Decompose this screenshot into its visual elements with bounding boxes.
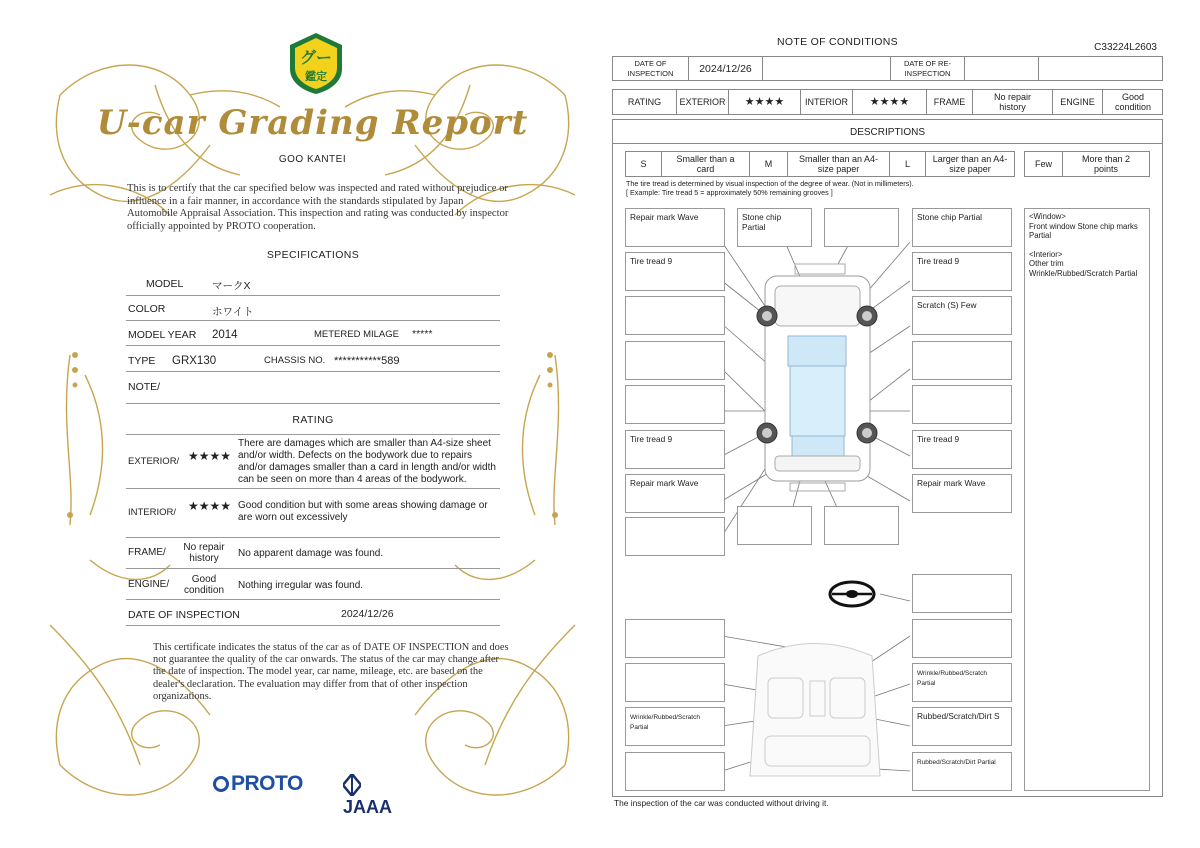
annotation-box [912, 341, 1012, 380]
tire-note: The tire tread is determined by visual inspection of the degree of wear. (Not in millimeters). [626, 179, 914, 188]
specifications-heading: SPECIFICATIONS [266, 249, 360, 261]
spec-row-model-year [126, 321, 500, 346]
reinspection-label: DATE OF RE-INSPECTION [891, 57, 965, 80]
interior-label: INTERIOR/ [128, 507, 177, 518]
annotation-box [625, 517, 725, 556]
mileage-value: ***** [412, 328, 433, 340]
frame-label: FRAME [927, 90, 973, 114]
certificate-subtitle: GOO KANTEI [278, 154, 347, 165]
exterior-label: EXTERIOR [677, 90, 729, 114]
annotation-box [625, 752, 725, 791]
logos [213, 770, 403, 817]
frame-label: FRAME/ [128, 547, 166, 558]
annotation-box: Wrinkle/Rubbed/Scratch Partial [625, 707, 725, 746]
window-notes-heading: <Window> [1029, 212, 1066, 221]
annotation-box [912, 574, 1012, 613]
rating-row-frame [126, 538, 500, 569]
certificate-intro: This is to certify that the car specified below was inspected and rated without prejudice or influence in a fair manner, in accordance with the standards stipulated by Japan Automobile Appraisal Association. This inspection and rating was conducted by inspector officially appointed by PROTO cooperation. [127, 183, 509, 232]
interior-stars: ★★★★ [188, 499, 232, 513]
model-year-value: 2014 [212, 329, 238, 341]
color-value: ホワイト [212, 306, 254, 318]
rating-row-engine [126, 569, 500, 600]
annotation-box [912, 619, 1012, 658]
inspection-footnote: The inspection of the car was conducted without driving it. [614, 798, 829, 808]
interior-description: Good condition but with some areas showing damage or are worn out excessively [238, 500, 488, 523]
interior-stars: ★★★★ [853, 90, 927, 114]
legend-few: Few [1025, 152, 1063, 176]
annotation-box [625, 619, 725, 658]
annotation-box [625, 663, 725, 702]
svg-text:鑑定: 鑑定 [305, 70, 327, 83]
exterior-stars: ★★★★ [729, 90, 801, 114]
certificate-disclaimer: This certificate indicates the status of the car as of DATE OF INSPECTION and does not guarantee the quality of the car onwards. The status of the car may change after the date of inspection. The model year, car name, mileage, etc. are based on the dealer's declaration. The evaluation may differ from that of other inspection organizations. [153, 642, 509, 702]
date-of-inspection-value: 2024/12/26 [689, 57, 763, 80]
rating-heading: RATING [292, 414, 334, 426]
window-notes-text: Front window Stone chip marks Partial [1029, 221, 1138, 241]
annotation-box: Repair mark Wave [625, 208, 725, 247]
annotation-box: Tire tread 9 [625, 430, 725, 469]
annotation-box [737, 506, 812, 545]
frame-description: No apparent damage was found. [238, 548, 384, 559]
note-label: NOTE/ [128, 381, 161, 393]
exterior-label: EXTERIOR/ [128, 456, 180, 467]
legend-few-desc: More than 2 points [1081, 154, 1131, 174]
annotation-box: Tire tread 9 [625, 252, 725, 291]
legend-s: S [626, 152, 662, 176]
certificate-title: U-car Grading Report [96, 103, 529, 143]
chassis-value: ***********589 [334, 355, 400, 367]
annotation-box: Tire tread 9 [912, 430, 1012, 469]
gold-ornament-frame [30, 25, 595, 830]
condition-notes [1024, 208, 1150, 791]
engine-label: ENGINE [1053, 90, 1103, 114]
annotation-box: Stone chip Partial [912, 208, 1012, 247]
mileage-label: METERED MILAGE [314, 329, 399, 340]
rating-label: RATING [613, 90, 677, 114]
annotation-box [625, 385, 725, 424]
date-of-inspection-value: 2024/12/26 [341, 608, 394, 620]
spec-row-model [126, 271, 500, 296]
legend-s-desc: Smaller than a card [662, 152, 750, 176]
annotation-box: Scratch (S) Few [912, 296, 1012, 335]
engine-description: Nothing irregular was found. [238, 580, 364, 591]
frame-grade: No repair history [183, 542, 225, 564]
annotation-box: Rubbed/Scratch/Dirt Partial [912, 752, 1012, 791]
type-label: TYPE [128, 355, 156, 367]
engine-label: ENGINE/ [128, 579, 170, 590]
jaaa-logo: JAAA [343, 774, 403, 818]
sheet-code: C33224L2603 [1094, 42, 1157, 53]
exterior-description: There are damages which are smaller than A4-size sheet and/or width. Defects on the bodywork due to repairs and/or damages smaller than a card in length and/or width can be seen on more than 4 areas of the bodywork. [238, 438, 496, 485]
interior-notes-text: Other trim Wrinkle/Rubbed/Scratch Partial [1029, 259, 1138, 278]
annotation-box [625, 296, 725, 335]
annotation-box [625, 341, 725, 380]
interior-notes-heading: <Interior> [1029, 249, 1063, 259]
annotation-box: Rubbed/Scratch/Dirt S [912, 707, 1012, 746]
legend-l-desc: Larger than an A4-size paper [932, 154, 1008, 174]
chassis-label: CHASSIS NO. [264, 355, 326, 366]
legend-m: M [750, 152, 788, 176]
proto-logo: PROTO [213, 772, 303, 796]
rating-row-interior [126, 489, 500, 538]
svg-text:グー: グー [299, 48, 333, 67]
model-label: MODEL [146, 278, 184, 290]
annotation-box: Tire tread 9 [912, 252, 1012, 291]
grading-certificate [30, 25, 595, 830]
tire-example-note: [ Example: Tire tread 5 = approximately 50% remaining grooves ] [626, 188, 833, 197]
legend-l: L [890, 152, 926, 176]
annotation-box: Repair mark Wave [912, 474, 1012, 513]
model-value: マークX [212, 280, 251, 292]
legend-m-desc: Smaller than an A4-size paper [788, 152, 890, 176]
rating-row-date [126, 600, 500, 626]
goo-kantei-badge-logo [288, 31, 344, 95]
annotation-box [824, 506, 899, 545]
exterior-stars: ★★★★ [188, 449, 232, 463]
annotation-box: Stone chip Partial [737, 208, 812, 247]
spec-row-color [126, 296, 500, 321]
type-value: GRX130 [172, 355, 217, 367]
annotation-box: Wrinkle/Rubbed/Scratch Partial [912, 663, 1012, 702]
annotation-box: Repair mark Wave [625, 474, 725, 513]
engine-grade: Good condition [183, 574, 225, 596]
car-top-view [757, 264, 877, 491]
color-label: COLOR [128, 303, 166, 315]
engine-value: Good condition [1114, 92, 1152, 112]
date-of-inspection-label: DATE OF INSPECTION [613, 57, 689, 80]
sheet-title: NOTE OF CONDITIONS [777, 36, 898, 48]
descriptions-heading: DESCRIPTIONS [849, 127, 925, 138]
rating-row-exterior [126, 434, 500, 489]
note-of-conditions-sheet [610, 36, 1165, 816]
annotation-box [824, 208, 899, 247]
interior-label: INTERIOR [801, 90, 853, 114]
steering-wheel-icon [830, 582, 874, 606]
spec-row-type [126, 346, 500, 372]
car-interior-view [750, 644, 880, 777]
spec-row-note [126, 372, 500, 404]
model-year-label: MODEL YEAR [128, 329, 197, 341]
frame-value: No repair history [973, 90, 1053, 114]
annotation-box [912, 385, 1012, 424]
date-of-inspection-label: DATE OF INSPECTION [128, 609, 240, 621]
